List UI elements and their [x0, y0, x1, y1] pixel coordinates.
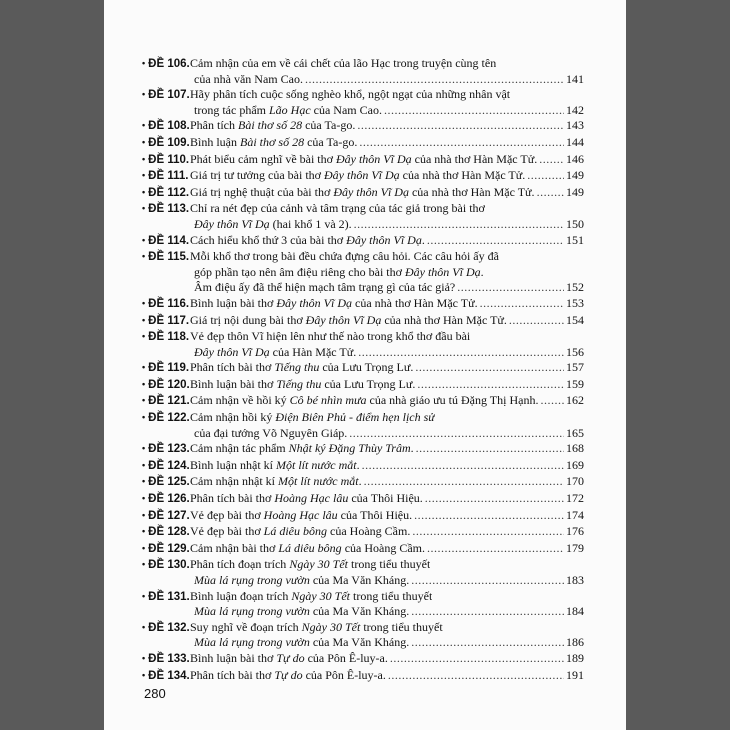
bullet-icon: •	[142, 314, 146, 325]
toc-entry-number: ĐỀ 106.	[148, 58, 190, 70]
toc-page-number: 142	[566, 102, 584, 117]
toc-entry-number: ĐỀ 113.	[148, 203, 190, 216]
dot-leader	[427, 233, 564, 249]
toc-entry-number: ĐỀ 118.	[148, 331, 190, 344]
toc-entry	[142, 185, 584, 202]
toc-entry-line	[190, 589, 584, 605]
toc-entry-number: ĐỀ 126.	[148, 493, 190, 506]
dot-leader	[416, 441, 564, 457]
dot-leader	[412, 524, 564, 540]
toc-entry-line	[190, 377, 584, 393]
toc-entry	[142, 377, 584, 394]
toc-entry-line	[190, 201, 584, 217]
toc-entry-text: Chỉ ra nét đẹp của cảnh và tâm trạng của tác giả trong bài thơ	[190, 201, 485, 216]
bullet-icon: •	[142, 89, 146, 100]
toc-entry-label	[142, 360, 190, 377]
toc-entry-line	[190, 508, 584, 524]
toc-entry	[142, 589, 584, 620]
toc-entry-line	[190, 217, 584, 233]
bullet-icon: •	[142, 362, 146, 373]
toc-entry-label	[142, 524, 190, 541]
bullet-icon: •	[142, 378, 146, 389]
bullet-icon: •	[142, 559, 146, 570]
dot-leader	[414, 508, 564, 524]
toc-entry-text: Cảm nhận của em về cái chết của lão Hạc trong truyện cùng tên	[190, 56, 497, 70]
bullet-icon: •	[142, 669, 146, 680]
toc-entry-label	[142, 620, 190, 637]
bullet-icon: •	[142, 170, 146, 181]
toc-entry-line	[190, 604, 584, 620]
toc-entry-text: Phát biểu cảm nghĩ về bài thơ Đây thôn Vĩ Dạ của nhà thơ Hàn Mặc Tử.	[190, 151, 538, 166]
bullet-icon: •	[142, 652, 146, 663]
toc-entry-text: Bình luận đoạn trích Ngày 30 Tết trong tiểu thuyết	[190, 588, 433, 603]
toc-entry-text: Hãy phân tích cuộc sống nghèo khổ, ngột ngạt của những nhân vật	[190, 87, 511, 102]
toc-entry-label	[142, 441, 190, 458]
toc-entry-number: ĐỀ 117.	[148, 314, 190, 327]
toc-entry-number: ĐỀ 133.	[148, 652, 190, 665]
toc-entry-text: Đây thôn Vĩ Dạ của Hàn Mặc Tử.	[194, 344, 357, 359]
toc-entry-label	[142, 668, 190, 685]
toc-page-number: 154	[566, 312, 584, 327]
toc-entry-text: Phân tích bài thơ Tiếng thu của Lưu Trọng Lư.	[190, 360, 414, 375]
toc-entry-number: ĐỀ 119.	[148, 362, 190, 375]
toc-page-number: 153	[566, 295, 584, 310]
dot-leader	[357, 118, 564, 134]
toc-entry-number: ĐỀ 129.	[148, 542, 190, 555]
toc-entry-line	[190, 410, 584, 426]
toc-page-number: 149	[566, 168, 584, 183]
toc-page-number: 183	[566, 573, 584, 587]
toc-entry	[142, 87, 584, 118]
toc-entry-text: trong tác phẩm Lão Hạc của Nam Cao.	[194, 102, 382, 117]
toc-entry-line	[190, 573, 584, 589]
toc-entry	[142, 313, 584, 330]
toc-entry-number: ĐỀ 111.	[148, 170, 189, 183]
dot-leader	[388, 668, 564, 684]
toc-entry-line	[190, 651, 584, 667]
toc-entry-line	[190, 103, 584, 119]
toc-entry-line	[190, 265, 584, 281]
toc-entry-label	[142, 56, 190, 73]
toc-entry	[142, 458, 584, 475]
toc-entry-number: ĐỀ 123.	[148, 443, 190, 456]
bullet-icon: •	[142, 621, 146, 632]
dot-leader	[457, 280, 564, 296]
toc-entry-number: ĐỀ 124.	[148, 459, 190, 472]
toc-page-number: 149	[566, 184, 584, 199]
bullet-icon: •	[142, 526, 146, 537]
toc-entry-text: Phân tích Bài thơ số 28 của Ta-go.	[190, 118, 356, 133]
toc-entry	[142, 441, 584, 458]
toc-entry-line	[190, 329, 584, 345]
toc-entry-label	[142, 541, 190, 558]
toc-entry-number: ĐỀ 107.	[148, 89, 190, 102]
toc-page-number: 162	[566, 393, 584, 408]
dot-leader	[540, 393, 564, 409]
toc-page-number: 168	[566, 441, 584, 456]
toc-page-number: 170	[566, 474, 584, 489]
toc-entry-number: ĐỀ 125.	[148, 476, 190, 489]
toc-entry-line	[190, 360, 584, 376]
toc-entry-label	[142, 118, 190, 135]
toc-page-number: 156	[566, 344, 584, 359]
page-number: 280	[144, 686, 166, 701]
bullet-icon: •	[142, 459, 146, 470]
toc-entry	[142, 56, 584, 87]
toc-entry-line	[190, 557, 584, 573]
toc-entry-text: Vẻ đẹp thôn Vĩ hiện lên như thế nào trong khổ thơ đầu bài	[190, 329, 471, 344]
dot-leader	[411, 604, 564, 620]
toc-entry	[142, 233, 584, 250]
toc-page-number: 146	[566, 151, 584, 166]
toc-entry-text: Mùa lá rụng trong vườn của Ma Văn Kháng.	[194, 604, 410, 619]
toc-entry	[142, 557, 584, 588]
toc-entry-number: ĐỀ 121.	[148, 395, 190, 408]
toc-page-number: 191	[566, 667, 584, 682]
toc-entry	[142, 249, 584, 296]
toc-entry	[142, 296, 584, 313]
toc-entry-text: Bình luận bài thơ Đây thôn Vĩ Dạ của nhà thơ Hàn Mặc Tử.	[190, 295, 478, 310]
toc-entry-number: ĐỀ 127.	[148, 509, 190, 522]
bullet-icon: •	[142, 395, 146, 406]
toc-entry	[142, 524, 584, 541]
toc-entry-line	[190, 249, 584, 265]
toc-entry-line	[190, 280, 584, 296]
dot-leader	[354, 217, 564, 233]
toc-entry-line	[190, 152, 584, 168]
toc-entry-label	[142, 87, 190, 104]
dot-leader	[384, 103, 564, 119]
toc-entry-label	[142, 651, 190, 668]
toc-entry-text: Giá trị nội dung bài thơ Đây thôn Vĩ Dạ của nhà thơ Hàn Mặc Tử.	[190, 312, 507, 327]
toc-entry-label	[142, 589, 190, 606]
toc-page-number: 157	[566, 360, 584, 375]
toc-page-number: 152	[566, 280, 584, 295]
toc-entry-text: Cảm nhận về hồi ký Cô bé nhìn mưa của nhà giáo ưu tú Đặng Thị Hạnh.	[190, 393, 539, 408]
toc-entry-number: ĐỀ 108.	[148, 120, 190, 133]
toc-entry	[142, 620, 584, 651]
toc-entry-text: Mỗi khổ thơ trong bài đều chứa đựng câu hỏi. Các câu hỏi ấy đã	[190, 249, 499, 264]
toc-entry-text: Cảm nhận tác phẩm Nhật ký Đặng Thùy Trâm.	[190, 441, 414, 456]
bullet-icon: •	[142, 297, 146, 308]
toc-entry-text: góp phần tạo nên âm điệu riêng cho bài thơ Đây thôn Vĩ Dạ.	[194, 264, 484, 279]
toc-entry-line	[190, 541, 584, 557]
toc-page-number: 174	[566, 507, 584, 522]
toc-entry-number: ĐỀ 110.	[148, 153, 190, 166]
toc-entry-label	[142, 233, 190, 250]
toc-entry-number: ĐỀ 115.	[148, 251, 190, 264]
toc-entry-label	[142, 393, 190, 410]
toc-page-number: 172	[566, 491, 584, 506]
toc-entry-line	[190, 185, 584, 201]
left-scan-border	[0, 0, 104, 730]
toc-entry-label	[142, 458, 190, 475]
toc-entry-label	[142, 152, 190, 169]
dot-leader	[411, 573, 564, 589]
toc-entry-label	[142, 557, 190, 574]
dot-leader	[425, 491, 564, 507]
toc-entry-number: ĐỀ 130.	[148, 559, 190, 572]
toc-entry-line	[190, 458, 584, 474]
toc-entry-text: Vẻ đẹp bài thơ Lá diêu bông của Hoàng Cầm.	[190, 524, 411, 539]
toc-page-number: 150	[566, 216, 584, 231]
toc-entry-text: Âm điệu ấy đã thể hiện mạch tâm trạng gì của tác giả?	[194, 280, 456, 295]
toc-page-number: 141	[566, 71, 584, 86]
toc-entry	[142, 201, 584, 232]
toc-entry-text: Phân tích đoạn trích Ngày 30 Tết trong tiểu thuyết	[190, 557, 431, 572]
dot-leader	[417, 377, 564, 393]
dot-leader	[411, 635, 564, 651]
toc-page-number: 186	[566, 635, 584, 650]
toc-entry-number: ĐỀ 112.	[148, 186, 190, 199]
toc-entry-text: Cảm nhận hồi ký Điện Biên Phủ - điểm hẹn lịch sử	[190, 410, 435, 425]
dot-leader	[509, 313, 564, 329]
toc-entry-text: Suy nghĩ về đoạn trích Ngày 30 Tết trong tiểu thuyết	[190, 619, 443, 634]
dot-leader	[305, 72, 564, 88]
dot-leader	[362, 458, 564, 474]
toc-entry-number: ĐỀ 128.	[148, 526, 190, 539]
toc-entry-text: Mùa lá rụng trong vườn của Ma Văn Kháng.	[194, 635, 410, 650]
toc-page-number: 179	[566, 540, 584, 555]
toc-entry-label	[142, 185, 190, 202]
book-page	[104, 0, 626, 730]
toc-entry-text: Đây thôn Vĩ Dạ (hai khổ 1 và 2).	[194, 216, 352, 231]
dot-leader	[349, 426, 564, 442]
toc-entry-text: của đại tướng Võ Nguyên Giáp.	[194, 425, 348, 440]
toc-page-number: 189	[566, 650, 584, 665]
toc-entry-text: Giá trị nghệ thuật của bài thơ Đây thôn Vĩ Dạ của nhà thơ Hàn Mặc Tử.	[190, 184, 535, 199]
toc-entry-line	[190, 233, 584, 249]
toc-entry-label	[142, 508, 190, 525]
toc-entry-label	[142, 201, 190, 218]
toc-entry	[142, 651, 584, 668]
dot-leader	[539, 152, 564, 168]
toc-entry	[142, 135, 584, 152]
bullet-icon: •	[142, 234, 146, 245]
toc-entry-line	[190, 620, 584, 636]
toc-entry-number: ĐỀ 134.	[148, 669, 190, 682]
toc-entry-text: Phân tích bài thơ Tự do của Pôn Ê-luy-a.	[190, 667, 386, 682]
toc-entry-text: Phân tích bài thơ Hoàng Hạc lâu của Thôi Hiệu.	[190, 491, 423, 506]
toc-entry-line	[190, 72, 584, 88]
toc-entry	[142, 118, 584, 135]
toc-entry-line	[190, 118, 584, 134]
table-of-contents	[142, 56, 584, 684]
toc-entry-text: Vẻ đẹp bài thơ Hoàng Hạc lâu của Thôi Hiệu.	[190, 507, 413, 522]
toc-entry	[142, 508, 584, 525]
toc-entry-text: Giá trị tư tưởng của bài thơ Đây thôn Vĩ Dạ của nhà thơ Hàn Mặc Tử.	[190, 168, 526, 183]
toc-entry-number: ĐỀ 116.	[148, 297, 190, 310]
dot-leader	[364, 474, 564, 490]
toc-page-number: 184	[566, 604, 584, 619]
toc-entry	[142, 491, 584, 508]
toc-entry-label	[142, 410, 190, 427]
toc-entry-line	[190, 168, 584, 184]
toc-entry-line	[190, 393, 584, 409]
toc-entry-text: của nhà văn Nam Cao.	[194, 71, 303, 86]
toc-entry	[142, 360, 584, 377]
dot-leader	[527, 168, 564, 184]
toc-page-number: 176	[566, 524, 584, 539]
right-scan-border	[626, 0, 730, 730]
toc-entry-line	[190, 668, 584, 684]
dot-leader	[358, 345, 564, 361]
toc-entry-text: Cảm nhận nhật kí Một lít nước mắt.	[190, 474, 362, 489]
toc-entry-line	[190, 491, 584, 507]
dot-leader	[537, 185, 564, 201]
bullet-icon: •	[142, 186, 146, 197]
toc-entry-label	[142, 296, 190, 313]
toc-entry-number: ĐỀ 132.	[148, 621, 190, 634]
toc-entry-label	[142, 168, 190, 185]
toc-entry	[142, 168, 584, 185]
toc-entry-line	[190, 87, 584, 103]
toc-entry-line	[190, 524, 584, 540]
bullet-icon: •	[142, 331, 146, 342]
dot-leader	[359, 135, 564, 151]
toc-page-number: 165	[566, 425, 584, 440]
toc-entry-line	[190, 635, 584, 651]
toc-page-number: 169	[566, 457, 584, 472]
toc-entry	[142, 152, 584, 169]
toc-entry-line	[190, 56, 584, 72]
bullet-icon: •	[142, 412, 146, 423]
bullet-icon: •	[142, 476, 146, 487]
toc-page-number: 143	[566, 118, 584, 133]
toc-entry	[142, 410, 584, 441]
toc-entry	[142, 393, 584, 410]
toc-entry-line	[190, 441, 584, 457]
toc-entry	[142, 329, 584, 360]
toc-entry-label	[142, 249, 190, 266]
bullet-icon: •	[142, 136, 146, 147]
dot-leader	[390, 651, 564, 667]
toc-entry-line	[190, 474, 584, 490]
toc-entry-line	[190, 296, 584, 312]
toc-entry-label	[142, 377, 190, 394]
toc-entry	[142, 541, 584, 558]
bullet-icon: •	[142, 590, 146, 601]
toc-entry-line	[190, 345, 584, 361]
toc-entry-number: ĐỀ 131.	[148, 590, 190, 603]
toc-entry-number: ĐỀ 109.	[148, 136, 190, 149]
toc-page-number: 159	[566, 376, 584, 391]
toc-entry-label	[142, 135, 190, 152]
toc-page-number: 151	[566, 232, 584, 247]
toc-entry-label	[142, 329, 190, 346]
bullet-icon: •	[142, 443, 146, 454]
toc-entry-text: Cách hiểu khổ thứ 3 của bài thơ Đây thôn Vĩ Dạ.	[190, 232, 425, 247]
bullet-icon: •	[142, 203, 146, 214]
bullet-icon: •	[142, 542, 146, 553]
dot-leader	[480, 296, 564, 312]
toc-entry-label	[142, 313, 190, 330]
toc-entry-text: Bình luận bài thơ Tiếng thu của Lưu Trọng Lư.	[190, 376, 416, 391]
bullet-icon: •	[142, 509, 146, 520]
toc-entry	[142, 668, 584, 685]
dot-leader	[415, 360, 564, 376]
toc-entry-label	[142, 491, 190, 508]
toc-entry-text: Cảm nhận bài thơ Lá diêu bông của Hoàng Cầm.	[190, 540, 425, 555]
toc-entry-number: ĐỀ 120.	[148, 378, 190, 391]
dot-leader	[427, 541, 564, 557]
toc-entry-line	[190, 313, 584, 329]
bullet-icon: •	[142, 120, 146, 131]
toc-page-number: 144	[566, 134, 584, 149]
toc-entry-text: Bình luận Bài thơ số 28 của Ta-go.	[190, 134, 358, 149]
bullet-icon: •	[142, 153, 146, 164]
toc-entry-number: ĐỀ 122.	[148, 412, 190, 425]
toc-entry-text: Mùa lá rụng trong vườn của Ma Văn Kháng.	[194, 573, 410, 587]
bullet-icon: •	[142, 493, 146, 504]
toc-entry-text: Bình luận nhật kí Một lít nước mắt.	[190, 457, 360, 472]
toc-entry-line	[190, 135, 584, 151]
toc-entry-label	[142, 474, 190, 491]
bullet-icon: •	[142, 251, 146, 262]
toc-entry-text: Bình luận bài thơ Tự do của Pôn Ê-luy-a.	[190, 650, 388, 665]
toc-entry-number: ĐỀ 114.	[148, 234, 190, 247]
bullet-icon: •	[142, 58, 146, 68]
toc-entry	[142, 474, 584, 491]
toc-entry-line	[190, 426, 584, 442]
